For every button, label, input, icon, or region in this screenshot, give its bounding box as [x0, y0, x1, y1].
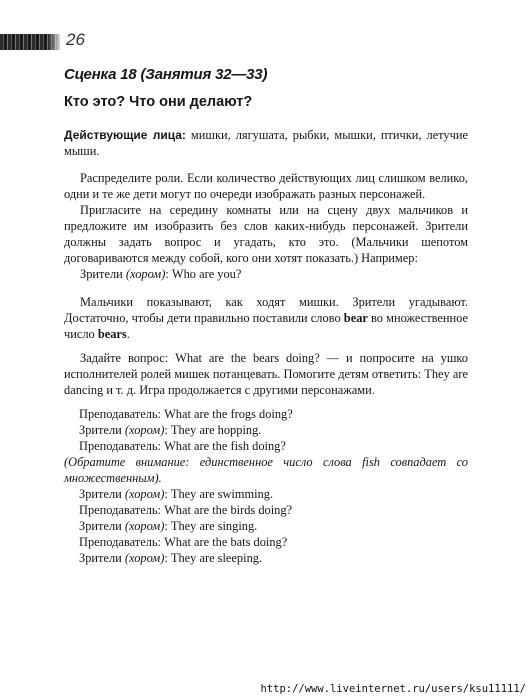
- paragraph-2: Пригласите на середину комнаты или на сцену двух мальчиков и предложите им изобразить без слов каких-нибудь персонажей. Зрители должны задать вопрос и угадать, кто это. (Мальчики шепотом договариваются между собой, кого они хотят показать.) Например:: [64, 203, 468, 265]
- speaker-label: Преподаватель: [79, 503, 158, 517]
- dialogue-block: [64, 406, 479, 566]
- paragraph-1: Распределите роли. Если количество действующих лиц слишком велико, одни и те же дети могут по очереди изображать разных персонажей.: [64, 171, 468, 201]
- scene-title: Сценка 18 (Занятия 32—33): [64, 66, 268, 83]
- dialogue-line: [79, 486, 479, 502]
- header-decoration: [0, 34, 60, 50]
- dialogue-line: [79, 534, 479, 550]
- paragraph-3: [64, 266, 468, 282]
- page-number: 26: [66, 30, 85, 49]
- line-text: : Who are you?: [165, 267, 242, 281]
- p4-text: Мальчики показывают, как ходят мишки. Зрители угадывают. Достаточно, чтобы дети правильно поставили слово: [64, 295, 468, 325]
- p4-bold-word-plural: bears: [97, 327, 127, 341]
- line-text: : What are the birds doing?: [157, 503, 293, 517]
- dialogue-line: [79, 550, 479, 566]
- section-heading: Кто это? Что они делают?: [64, 94, 253, 110]
- p4-text-end: .: [126, 327, 130, 341]
- dialogue-line: [79, 518, 479, 534]
- speaker-label: Зрители: [80, 267, 126, 281]
- paragraph-4: [64, 294, 468, 342]
- roles-paragraph: [64, 127, 468, 159]
- line-text: : What are the bats doing?: [157, 535, 288, 549]
- roles-text: мишки, лягушата, рыбки, мышки, птички, летучие мыши.: [64, 128, 468, 158]
- speaker-label: Зрители: [79, 551, 125, 565]
- paragraph-5: Задайте вопрос: What are the bears doing? — и попросите на ушко исполнителей ролей мишек потанцевать. Помогите детям ответить: They are dancing и т. д. Игра продолжается с другими персонажами.: [64, 351, 468, 397]
- speaker-label: Зрители: [79, 423, 125, 437]
- dialogue-note: (Обратите внимание: единственное число слова fish совпадает со множественным).: [64, 455, 468, 485]
- speaker-label: Преподаватель: [79, 439, 158, 453]
- dialogue-line: [79, 422, 479, 438]
- line-text: : They are swimming.: [164, 487, 274, 501]
- line-text: : They are sleeping.: [164, 551, 263, 565]
- line-text: : They are singing.: [164, 519, 258, 533]
- line-text: : They are hopping.: [164, 423, 262, 437]
- chorus-label: (хором): [124, 487, 165, 501]
- line-text: : What are the fish doing?: [157, 439, 286, 453]
- dialogue-line: [79, 438, 479, 454]
- watermark-url: http://www.liveinternet.ru/users/ksu11111/: [260, 683, 526, 695]
- speaker-label: Преподаватель: [79, 535, 158, 549]
- chorus-label: (хором): [124, 423, 165, 437]
- line-text: : What are the frogs doing?: [157, 407, 293, 421]
- chorus-label: (хором): [125, 267, 166, 281]
- roles-label: Действующие лица:: [64, 128, 186, 142]
- chorus-label: (хором): [124, 551, 165, 565]
- p4-bold-word: bear: [343, 311, 368, 325]
- dialogue-line: [79, 406, 479, 422]
- speaker-label: Преподаватель: [79, 407, 158, 421]
- dialogue-line: [79, 502, 479, 518]
- chorus-label: (хором): [124, 519, 165, 533]
- speaker-label: Зрители: [79, 487, 125, 501]
- speaker-label: Зрители: [79, 519, 125, 533]
- p4-text-mid: во множественное число: [64, 311, 468, 341]
